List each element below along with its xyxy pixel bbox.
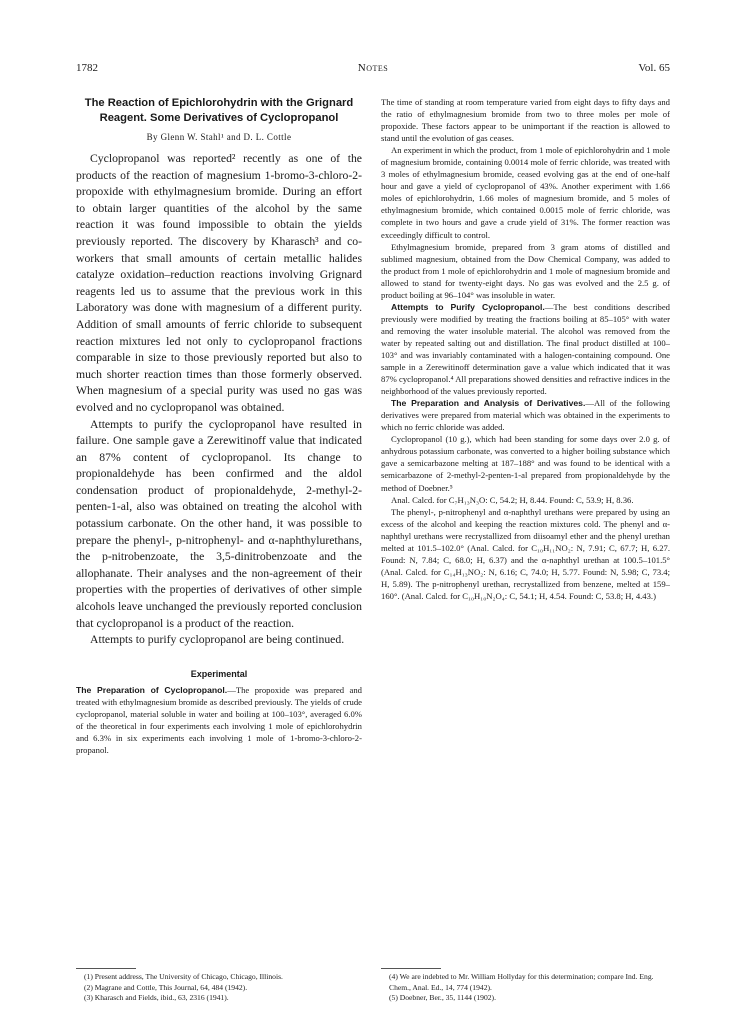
derivatives-paragraph bbox=[381, 397, 670, 433]
paragraph: Cyclopropanol (10 g.), which had been standing for some days over 2.0 g. of anhydrous potassium carbonate, was converted to a higher boiling substance which gave a semicarbazone melting at 187–188° and was found to be identical with a semicarbazone of 2-methyl-2-penten-1-al prepared from propionaldehyde by the method of Doebner.⁵ bbox=[381, 434, 670, 493]
footnote: (1) Present address, The University of Chicago, Chicago, Illinois. bbox=[84, 972, 283, 981]
paragraph: An experiment in which the product, from 1 mole of epichlorohydrin and 1 mole of magnesium bromide, containing 0.0014 mole of ferric chloride, was treated with 3 moles of ethylmagnesium bromide, ceased evolving gas at the end of one-half hour and gave a yield of cyclopropanol of 43%. Another experiment with 1.66 moles of epichlorohydrin, 1.66 moles of magnesium bromide, and 5 moles of ethylmagnesium bromide, which contained 0.0015 mole of ferric chloride, was complete in two hours and gave a crude yield of 31%. The former reaction was exceedingly difficult to control. bbox=[381, 145, 670, 240]
derivatives-text: —All of the following derivatives were prepared from material which was obtained in the experiments to which no ferric chloride was added. bbox=[381, 398, 670, 433]
footnote: (5) Doebner, Ber., 35, 1144 (1902). bbox=[389, 993, 496, 1003]
volume-label: Vol. 65 bbox=[638, 62, 670, 74]
journal-section: Notes bbox=[357, 62, 389, 74]
footnote: (4) We are indebted to Mr. William Hollyday for this determination; compare Ind. Eng. Chem., Anal. Ed., 14, 774 (1942). bbox=[389, 972, 654, 992]
preparation-runin-heading: The Preparation of Cyclopropanol. bbox=[76, 684, 228, 695]
analysis-line: Anal. Calcd. for C₇H₁₃N₃O: C, 54.2; H, 8.44. Found: C, 53.9; H, 8.36. bbox=[391, 494, 634, 505]
intro-paragraph: Attempts to purify the cyclopropanol have resulted in failure. One sample gave a Zerewitinoff value that indicated an 87% content of cyclopropanol. Its change to propionaldehyde has been confirmed and the aldol condensation product of propionaldehyde, 2-methyl-2-penten-1-al, also was obtained on treating the alcohol with potassium carbonate. On the other hand, it was possible to prepare the phenyl-, p-nitrophenyl- and α-naphthylurethans, the p-nitrobenzoate, the 3,5-dinitrobenzoate and the allophanate. Their analyses and the non-agreement of their properties with the properties of derivatives of other simple alcohols leave unchanged the previously reported conclusion that cyclopropanol is a product of the reaction. bbox=[76, 417, 362, 630]
purify-runin-heading: Attempts to Purify Cyclopropanol. bbox=[391, 301, 545, 312]
preparation-text: —The propoxide was prepared and treated with ethylmagnesium bromide as described previously. The yields of crude cyclopropanol, material soluble in water and boiling at 100–103°, averaged 6.0% of the theoretical in four experiments each involving 1 mole of epichlorohydrin and 6.3% in six experiments each involving 1 mole of 1-bromo-3-chloro-2-propanol. bbox=[76, 684, 362, 756]
preparation-section bbox=[76, 684, 362, 756]
footnotes-right bbox=[389, 972, 670, 1004]
purify-text: —The best conditions described previously were modified by treating the fractions boiling at 85–105° with water and removing the water insoluble material. The alcohol was removed from the water by repeated salting out and distillation. The final product distilled at 100–103° and was invariably contaminated with a halogen-containing compound. One sample in a Zerewitinoff determination gave a value which indicated that it was 87% cyclopropanol.⁴ All preparations showed densities and refractive indices in the neighborhood of the values previously reported. bbox=[381, 301, 670, 397]
left-column bbox=[76, 96, 362, 756]
intro-paragraph: Cyclopropanol was reported² recently as one of the products of the reaction of magnesium 1-bromo-3-chloro-2-propoxide with ethylmagnesium bromide. During an effort to obtain larger quantities of the alcohol by the same reaction it was found impossible to obtain the yields previously reported. The discovery by Kharasch³ and co-workers that small amounts of certain metallic halides catalyze oxidation–reduction reactions involving Grignard reagents led us to assume that the previous work in this Laboratory was done with magnesium of a different purity. Addition of small amounts of ferric chloride to subsequent reaction mixtures led not only to cyclopropanol fractions comparable in size to those previously reported but also to much shorter reaction times than those formerly observed. When magnesium of a special purity was used no gas was evolved and no cyclopropanol was obtained. bbox=[76, 152, 362, 414]
footnote-rule-left bbox=[76, 968, 136, 969]
article-byline: By Glenn W. Stahl¹ and D. L. Cottle bbox=[146, 132, 292, 142]
footnote-rule-right bbox=[381, 968, 441, 969]
experimental-heading: Experimental bbox=[190, 668, 248, 679]
paragraph: The time of standing at room temperature varied from eight days to fifty days and the ratio of ethylmagnesium bromide from two to three moles per mole of propoxide. These factors appear to be unimportant if the reaction is allowed to stand until the evolution of gas ceases. bbox=[381, 97, 670, 144]
footnotes-left bbox=[84, 972, 283, 1004]
right-column bbox=[381, 96, 670, 602]
paragraph: Ethylmagnesium bromide, prepared from 3 gram atoms of distilled and sublimed magnesium, obtained from the Dow Chemical Company, was added to the product from 1 mole of epichlorohydrin and 1 mole of magnesium bromide and allowed to stand for twenty-eight days. No gas was evolved and the 2.5 g. of product boiling at 96–104° was insoluble in water. bbox=[381, 241, 670, 300]
introduction bbox=[76, 151, 362, 649]
article-title: The Reaction of Epichlorohydrin with the Grignard Reagent. Some Derivatives of Cyclopropanol bbox=[84, 97, 354, 124]
running-header bbox=[76, 62, 670, 76]
preparation-paragraph bbox=[76, 684, 362, 756]
footnote: (2) Magrane and Cottle, This Journal, 64, 484 (1942). bbox=[84, 982, 248, 992]
footnote: (3) Kharasch and Fields, ibid., 63, 2316 (1941). bbox=[84, 993, 229, 1003]
paragraph: The phenyl-, p-nitrophenyl and α-naphthyl urethans were prepared by using an excess of the alcohol and keeping the reaction mixtures cold. The phenyl and α-naphthyl urethans were recrystallized from diisoamyl ether and the phenyl urethan melted at 101.5–102.0° (Anal. Calcd. for C₁₀H₁₁NO₂: N, 7.91; C, 67.7; H, 6.27. Found: N, 7.84; C, 68.0; H, 6.37) and the α-naphthyl urethan at 100.5–101.5° (Anal. Calcd. for C₁₄H₁₃NO₂: N, 6.16; C, 74.0; H, 5.77. Found: N, 5.98; C, 73.4; H, 5.89). The p-nitrophenyl urethan, recrystallized from benzene, melted at 159–160°. (Anal. Calcd. for C₁₀H₁₀N₂O₄: C, 54.1; H, 4.54. Found: C, 53.8; H, 4.43.) bbox=[381, 506, 670, 601]
intro-paragraph: Attempts to purify cyclopropanol are being continued. bbox=[90, 633, 345, 647]
purify-paragraph bbox=[381, 301, 670, 397]
page-number: 1782 bbox=[76, 62, 98, 74]
derivatives-runin-heading: The Preparation and Analysis of Derivatives. bbox=[391, 398, 586, 409]
